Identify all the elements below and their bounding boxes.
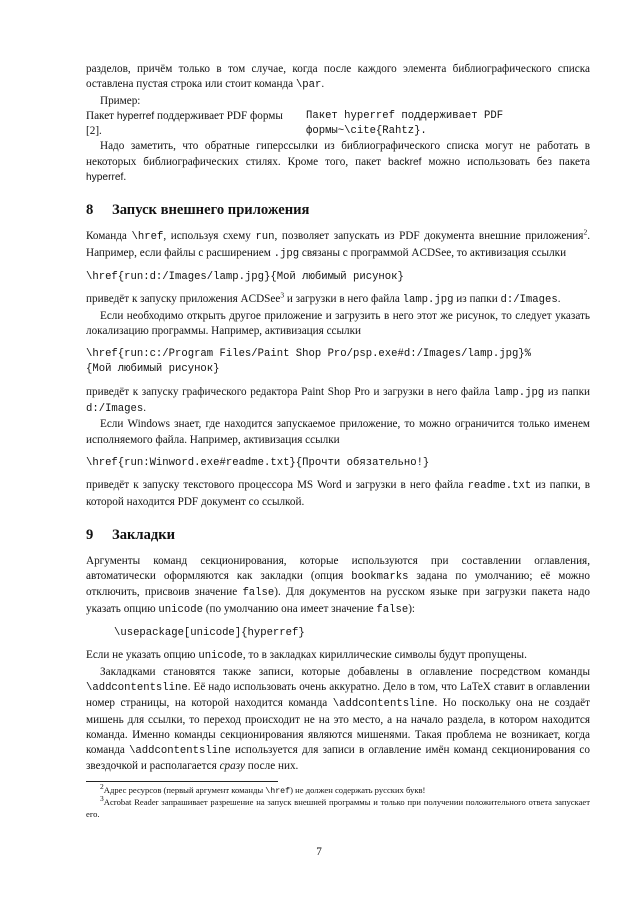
text: Если не указать опцию xyxy=(86,649,199,662)
section-title: Закладки xyxy=(112,526,176,543)
text: можно использовать без пакета xyxy=(421,155,590,168)
text: из папки xyxy=(544,385,590,398)
text: после них. xyxy=(245,760,299,773)
paragraph-addcontentsline xyxy=(86,665,590,775)
inline-code: lamp.jpg xyxy=(402,294,454,307)
inline-code: bookmarks xyxy=(351,571,409,584)
text: ): xyxy=(408,602,416,615)
code-block-3: \href{run:Winword.exe#readme.txt}{Прочти обязательно!} xyxy=(86,456,430,469)
emphasis: сразу xyxy=(219,760,245,773)
text: приведёт к запуску приложения ACDSee xyxy=(86,293,281,306)
inline-code: unicode xyxy=(198,650,243,663)
section-number: 8 xyxy=(86,202,94,219)
code-block-2 xyxy=(86,347,590,378)
paragraph-windows: Если Windows знает, где находится запускаемое приложение, то можно ограничится только именем исполняемого файла. Например, активизация ссылки xyxy=(86,418,590,446)
inline-code: \href xyxy=(265,786,291,796)
code-block-1: \href{run:d:/Images/lamp.jpg}{Мой любимый рисунок} xyxy=(86,270,404,283)
paragraph-other-app: Если необходимо открыть другое приложение и загрузить в него этот же рисунок, то следует указать локализацию программы. Например, активизация ссылки xyxy=(86,309,590,337)
paragraph-bookmarks xyxy=(86,554,590,618)
inline-code: unicode xyxy=(158,603,203,616)
footnote-rule xyxy=(86,781,278,782)
inline-code: \href xyxy=(131,231,164,244)
text: задана по умолчанию; её можно отключить, присвоив значение xyxy=(86,570,590,599)
text: Закладками становятся также записи, которые добавлены в оглавление посредством команды xyxy=(100,665,590,678)
text: Пакет xyxy=(86,109,117,122)
paragraph-backref xyxy=(86,139,590,185)
paragraph-href xyxy=(86,229,590,262)
paragraph-intro xyxy=(86,62,590,94)
text: Acrobat Reader запрашивает разрешение на запуск внешней программы и только при получении положительного ответа запускает его. xyxy=(86,797,590,820)
example-block xyxy=(86,109,590,140)
text: ). Для документов на русском языке при загрузки пакета надо указать опцию xyxy=(86,586,590,615)
section-heading-8 xyxy=(86,201,590,219)
section-heading-9 xyxy=(86,526,590,544)
footnote-mark: 2 xyxy=(100,781,104,791)
inline-code: .jpg xyxy=(273,247,300,260)
footnote-3 xyxy=(86,794,590,821)
inline-code: \addcontentsline xyxy=(86,681,188,694)
inline-code: readme.txt xyxy=(467,480,532,493)
inline-code: run xyxy=(255,231,275,244)
text: из папки, в которой находится PDF документ со ссылкой. xyxy=(86,479,590,508)
package-name: hyperref xyxy=(86,172,124,184)
text: , используя схему xyxy=(163,230,256,243)
inline-code: false xyxy=(376,603,409,616)
text: используется для записи в оглавление имён команд секционирования со звездочкой и располагается xyxy=(86,744,590,773)
text: . xyxy=(557,293,561,306)
footnote-ref[interactable]: 2 xyxy=(583,227,588,237)
text: , то в закладках кириллические символы будут пропущены. xyxy=(242,649,527,662)
text: . xyxy=(123,171,127,184)
section-number: 9 xyxy=(86,526,94,543)
footnote-mark: 3 xyxy=(100,794,104,804)
text: Команда xyxy=(86,230,132,243)
inline-code: lamp.jpg xyxy=(493,386,545,399)
paragraph-unicode xyxy=(86,648,590,664)
inline-code: \addcontentsline xyxy=(332,698,435,711)
footnote-2 xyxy=(86,781,590,798)
text: связаны с программой ACDSee, то активизация ссылки xyxy=(299,246,567,259)
package-name: hyperref xyxy=(116,110,155,122)
text: приведёт к запуску графического редактора Paint Shop Pro и загрузки в него файла xyxy=(86,385,494,398)
inline-code: false xyxy=(242,587,275,600)
footnote-ref[interactable]: 3 xyxy=(280,290,285,300)
inline-code: \addcontentsline xyxy=(129,745,231,758)
text: ) не должен содержать русских букв! xyxy=(290,784,426,795)
example-source: Пакет hyperref поддерживает PDF формы~\cite{Rahtz}. xyxy=(306,109,504,138)
text: приведёт к запуску текстового процессора MS Word и загрузки в него файла xyxy=(86,479,468,492)
paragraph-acdsee xyxy=(86,292,590,308)
inline-code: \par xyxy=(295,79,322,92)
text: Надо заметить, что обратные гиперссылки из библиографического списка могут не работать в некоторых библиографических стилях. Кроме того, пакет xyxy=(86,140,590,168)
text: разделов, причём только в том случае, когда после каждого элемента библиографического списка оставлена пустая строка или стоит команда xyxy=(86,63,590,91)
page-body xyxy=(86,62,590,821)
text: . xyxy=(321,78,325,91)
code-block-4: \usepackage[unicode]{hyperref} xyxy=(114,627,305,640)
text: . xyxy=(143,402,147,415)
code-line: {Мой любимый рисунок} xyxy=(86,363,220,376)
text: из папки xyxy=(453,293,501,306)
example-rendered xyxy=(86,109,292,140)
paragraph-psp xyxy=(86,385,590,418)
text: и загрузки в него файла xyxy=(284,293,403,306)
example-label: Пример: xyxy=(100,94,141,107)
text: Аргументы команд секционирования, которые используются при составлении оглавления, автоматически оформляются как закладки (опция xyxy=(86,554,590,583)
text: поддерживает PDF формы [2]. xyxy=(86,109,283,138)
text: . Её надо использовать очень аккуратно. Дело в том, что LaTeX ставит в оглавлении номер страницы, на которой находится команда xyxy=(86,680,590,710)
inline-code: d:/Images xyxy=(500,294,558,307)
text: (по умолчанию она имеет значение xyxy=(202,602,377,615)
inline-code: d:/Images xyxy=(86,403,144,416)
paragraph-word xyxy=(86,478,590,510)
code-line: \href{run:c:/Program Files/Paint Shop Pro/psp.exe#d:/Images/lamp.jpg}% xyxy=(86,348,532,361)
section-title: Запуск внешнего приложения xyxy=(112,202,310,219)
text: , позволяет запускать из PDF документа внешние приложения xyxy=(274,230,584,243)
page-number: 7 xyxy=(316,846,322,858)
text: . Но поскольку она не создаёт мишень для ссылки, то переход происходит не на это место, а на начало раздела, в котором находится команда. Именно команды секционирования являются мишенями. Такая проблема не возникает, когда команда xyxy=(86,697,590,757)
package-name: backref xyxy=(388,156,422,168)
text: Адрес ресурсов (первый аргумент команды xyxy=(103,784,266,795)
text: . Например, если файлы с расширением xyxy=(86,230,590,259)
